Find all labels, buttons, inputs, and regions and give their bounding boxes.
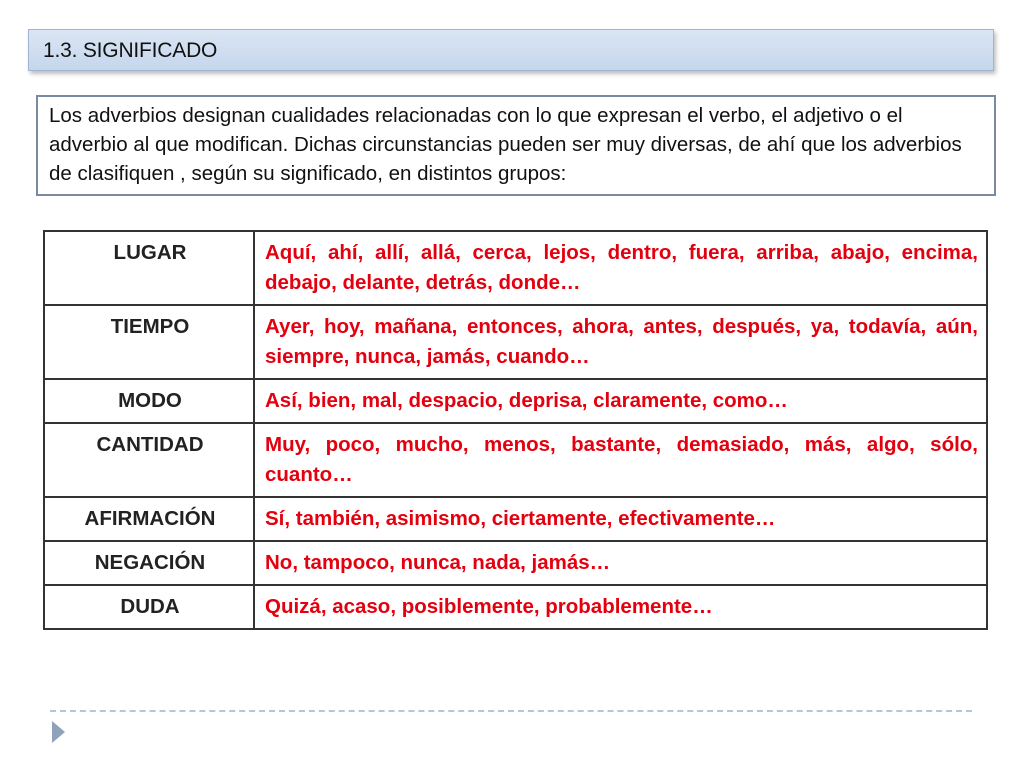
examples-cell: Así, bien, mal, despacio, deprisa, claramente, como… <box>254 379 987 423</box>
examples-cell: Ayer, hoy, mañana, entonces, ahora, antes, después, ya, todavía, aún, siempre, nunca, jamás, cuando… <box>254 305 987 379</box>
slide-title: 1.3. SIGNIFICADO <box>43 39 218 62</box>
table-row <box>44 231 987 305</box>
table-row <box>44 379 987 423</box>
footer-divider <box>50 710 972 712</box>
table-row <box>44 541 987 585</box>
category-cell: DUDA <box>44 585 254 629</box>
category-cell: NEGACIÓN <box>44 541 254 585</box>
adverb-table <box>43 230 988 630</box>
examples-cell: Muy, poco, mucho, menos, bastante, demasiado, más, algo, sólo, cuanto… <box>254 423 987 497</box>
slide-title-bar <box>28 29 994 71</box>
play-triangle-icon[interactable] <box>52 721 65 743</box>
table-row <box>44 305 987 379</box>
category-cell: MODO <box>44 379 254 423</box>
category-cell: AFIRMACIÓN <box>44 497 254 541</box>
category-cell: CANTIDAD <box>44 423 254 497</box>
examples-cell: Quizá, acaso, posiblemente, probablemente… <box>254 585 987 629</box>
category-cell: TIEMPO <box>44 305 254 379</box>
intro-paragraph: Los adverbios designan cualidades relacionadas con lo que expresan el verbo, el adjetivo o el adverbio al que modifican. Dichas circunstancias pueden ser muy diversas, de ahí que los adverbios de clasifiquen , según su significado, en distintos grupos: <box>36 95 996 196</box>
table-row <box>44 423 987 497</box>
table-row <box>44 497 987 541</box>
table-row <box>44 585 987 629</box>
examples-cell: No, tampoco, nunca, nada, jamás… <box>254 541 987 585</box>
examples-cell: Aquí, ahí, allí, allá, cerca, lejos, dentro, fuera, arriba, abajo, encima, debajo, delante, detrás, donde… <box>254 231 987 305</box>
examples-cell: Sí, también, asimismo, ciertamente, efectivamente… <box>254 497 987 541</box>
category-cell: LUGAR <box>44 231 254 305</box>
